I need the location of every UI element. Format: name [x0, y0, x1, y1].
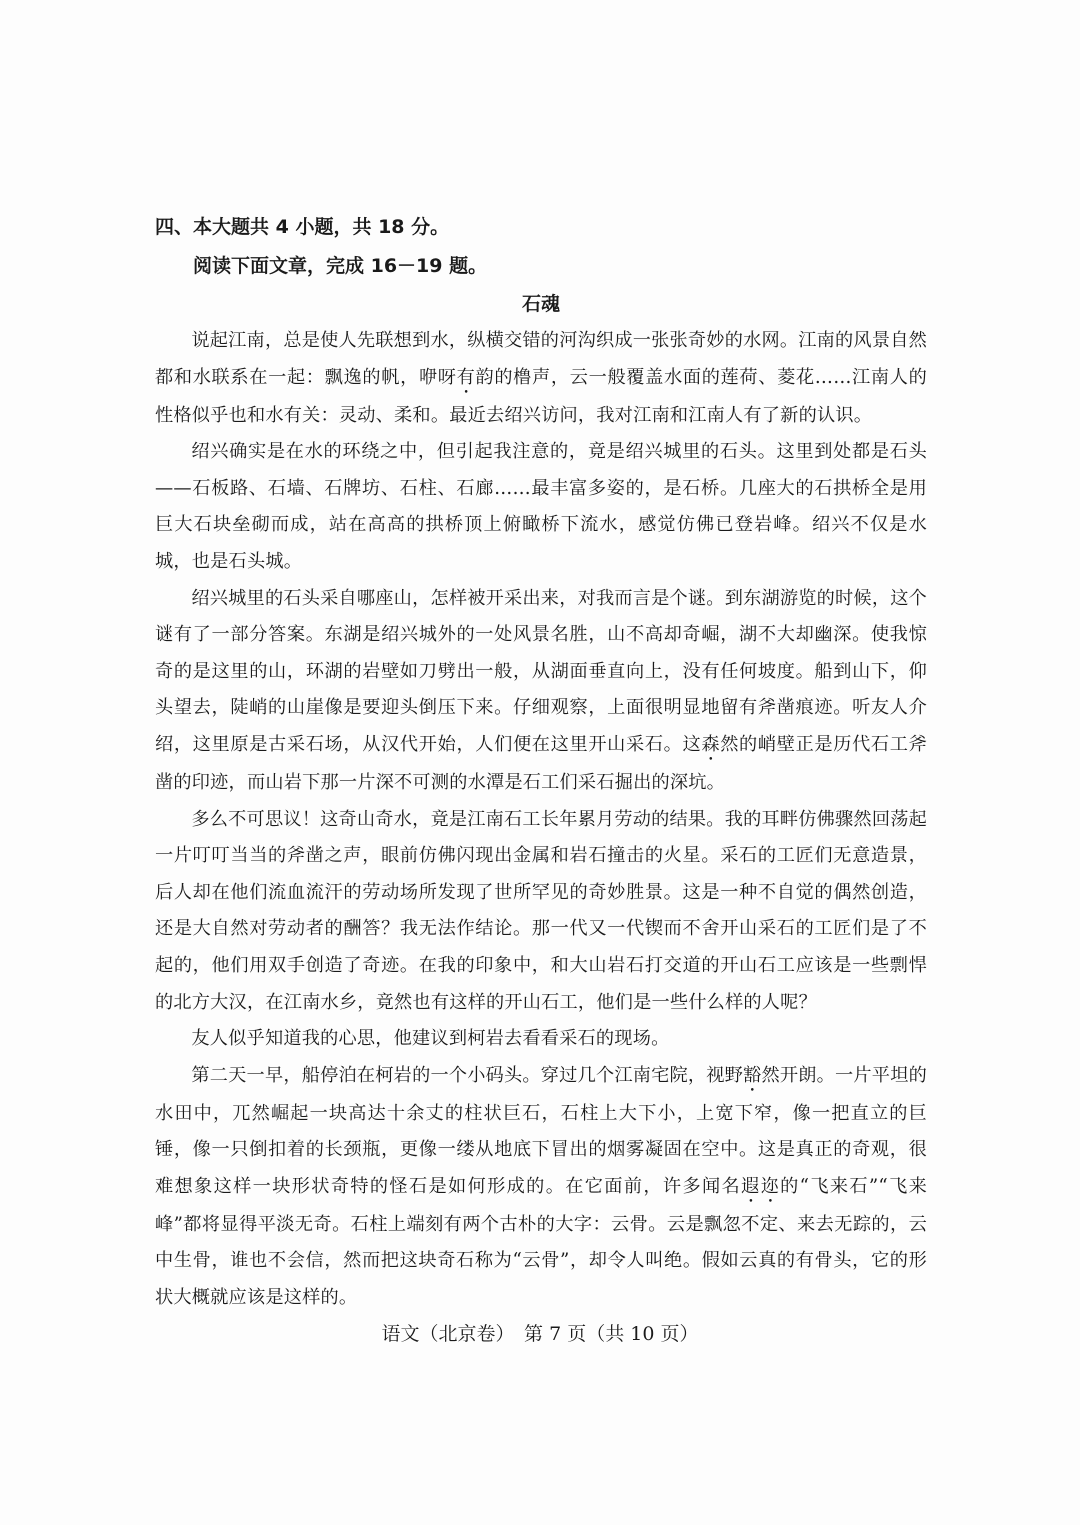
page-content: [155, 212, 927, 1317]
paragraph-text: 然的峭壁正是历代石工斧凿的印迹，而山岩下那一片深不可测的水潭是石工们采石掘出的深坑。: [155, 733, 927, 793]
paragraph-text: 然开朗。一片平坦的水田中，兀然崛起一块高达十余丈的柱状巨石，石柱上大下小，上宽下窄，像一把直立的巨锤，像一只倒扣着的长颈瓶，更像一缕从地底下冒出的烟雾凝固在空中。这是真正的奇观，很难想象这样一块形状奇特的怪石是如何形成的。在它面前，许多闻名: [155, 1064, 927, 1197]
article-paragraph: [155, 581, 927, 802]
article-paragraph: [155, 1058, 927, 1317]
reading-instruction: 阅读下面文章，完成 16－19 题。: [193, 255, 488, 277]
paragraph-text: 韵的橹声，云一般覆盖水面的莲荷、菱花……江南人的性格似乎也和水有关：灵动、柔和。最近去绍兴访问，我对江南和江南人有了新的认识。: [155, 366, 927, 426]
emphasized-word: 豁: [743, 1064, 762, 1086]
article-paragraph: [155, 434, 927, 580]
article-title: 石魂: [521, 293, 560, 315]
paragraph-text: 绍兴确实是在水的环绕之中，但引起我注意的，竟是绍兴城里的石头。这里到处都是石头——石板路、石墙、石牌坊、石柱、石廊……最丰富多姿的，是石桥。几座大的石拱桥全是用巨大石块垒砌而成，站在高高的拱桥顶上俯瞰桥下流水，感觉仿佛已登岩峰。绍兴不仅是水城，也是石头城。: [155, 441, 927, 572]
article-paragraph: [155, 323, 927, 434]
paragraph-text: 说起江南，总是使人先联想到水，纵横交错的河沟织成一张张奇妙的水网。江南的风景自然都和水联系在一起：飘逸的帆，咿呀: [155, 330, 927, 388]
paragraph-text: 绍兴城里的石头采自哪座山，怎样被开采出来，对我而言是个谜。到东湖游览的时候，这个谜有了一部分答案。东湖是绍兴城外的一处风景名胜，山不高却奇崛，湖不大却幽深。使我惊奇的是这里的山，环湖的岩壁如刀劈出一般，从湖面垂直向上，没有任何坡度。船到山下，仰头望去，陡峭的山崖像是要迎头倒压下来。仔细观察，上面很明显地留有斧凿痕迹。听友人介绍，这里原是古采石场，从汉代开始，人们便在这里开山采石。这: [155, 587, 927, 755]
paragraph-text: 友人似乎知道我的心思，他建议到柯岩去看看采石的现场。: [191, 1028, 670, 1050]
page-footer: 语文（北京卷） 第 7 页（共 10 页）: [381, 1323, 699, 1345]
article-paragraph: [155, 1021, 927, 1058]
paragraph-text: 多么不可思议！这奇山奇水，竟是江南石工长年累月劳动的结果。我的耳畔仿佛骤然回荡起一片叮叮当当的斧凿之声，眼前仿佛闪现出金属和岩石撞击的火星。采石的工匠们无意造景，后人却在他们流血流汗的劳动场所发现了世所罕见的奇妙胜景。这是一种不自觉的偶然创造，还是大自然对劳动者的酬答？我无法作结论。那一代又一代锲而不舍开山采石的工匠们是了不起的，他们用双手创造了奇迹。在我的印象中，和大山岩石打交道的开山石工应该是一些剽悍的北方大汉，在江南水乡，竟然也有这样的开山石工，他们是一些什么样的人呢？: [155, 808, 927, 1013]
paragraph-text: 的“飞来石”“飞来峰”都将显得平淡无奇。石柱上端刻有两个古朴的大字：云骨。云是飘忽不定、来去无踪的，云中生骨，谁也不会信，然而把这块奇石称为“云骨”，却令人叫绝。假如云真的有骨头，它的形状大概就应该是这样的。: [155, 1175, 927, 1309]
paragraph-text: 第二天一早，船停泊在柯岩的一个小码头。穿过几个江南宅院，视野: [191, 1064, 744, 1086]
emphasized-word: 森: [701, 733, 721, 755]
emphasized-word: 遐迩: [741, 1175, 781, 1197]
section-heading: 四、本大题共 4 小题，共 18 分。: [155, 216, 450, 238]
article-body: [155, 323, 927, 1317]
emphasized-word: 有: [456, 366, 476, 388]
article-paragraph: [155, 802, 927, 1022]
